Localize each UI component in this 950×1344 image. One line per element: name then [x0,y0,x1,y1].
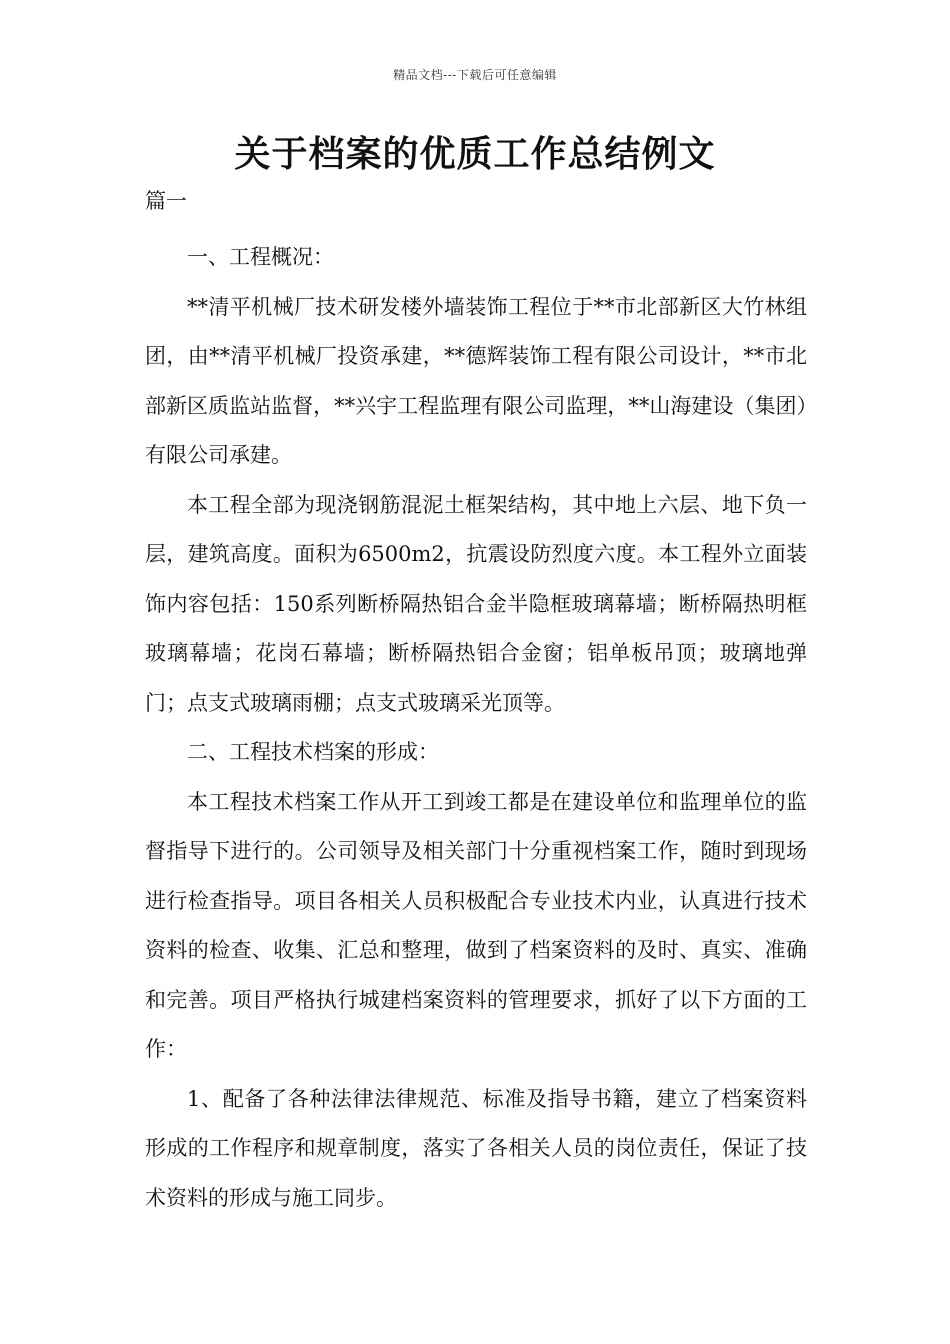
paragraph-6: 1、配备了各种法律法律规范、标准及指导书籍，建立了档案资料形成的工作程序和规章制度，落实了各相关人员的岗位责任，保证了技术资料的形成与施工同步。 [145,1086,807,1210]
paragraph-2: **清平机械厂技术研发楼外墙装饰工程位于**市北部新区大竹林组团，由**清平机械厂投资承建，**德辉装饰工程有限公司设计，**市北部新区质监站监督，**兴宇工程监理有限公司监理，**山海建设（集团）有限公司承建。 [145,294,807,467]
paragraph-5: 本工程技术档案工作从开工到竣工都是在建设单位和监理单位的监督指导下进行的。公司领导及相关部门十分重视档案工作，随时到现场进行检查指导。项目各相关人员积极配合专业技术内业，认真进行技术资料的检查、收集、汇总和整理，做到了档案资料的及时、真实、准确和完善。项目严格执行城建档案资料的管理要求，抓好了以下方面的工作： [145,789,807,1061]
header-note: 精品文档---下载后可任意编辑 [393,68,557,82]
paragraph-4-heading: 二、工程技术档案的形成： [187,740,439,764]
document-title: 关于档案的优质工作总结例文 [234,133,716,175]
section-label: 篇一 [145,189,187,213]
document-body [145,233,807,1223]
paragraph-1-heading: 一、工程概况： [187,245,334,269]
paragraph-3: 本工程全部为现浇钢筋混泥土框架结构，其中地上六层、地下负一层，建筑高度。面积为6500m2，抗震设防烈度六度。本工程外立面装饰内容包括：150系列断桥隔热铝合金半隐框玻璃幕墙；断桥隔热明框玻璃幕墙；花岗石幕墙；断桥隔热铝合金窗；铝单板吊顶；玻璃地弹门；点支式玻璃雨棚；点支式玻璃采光顶等。 [145,492,807,715]
